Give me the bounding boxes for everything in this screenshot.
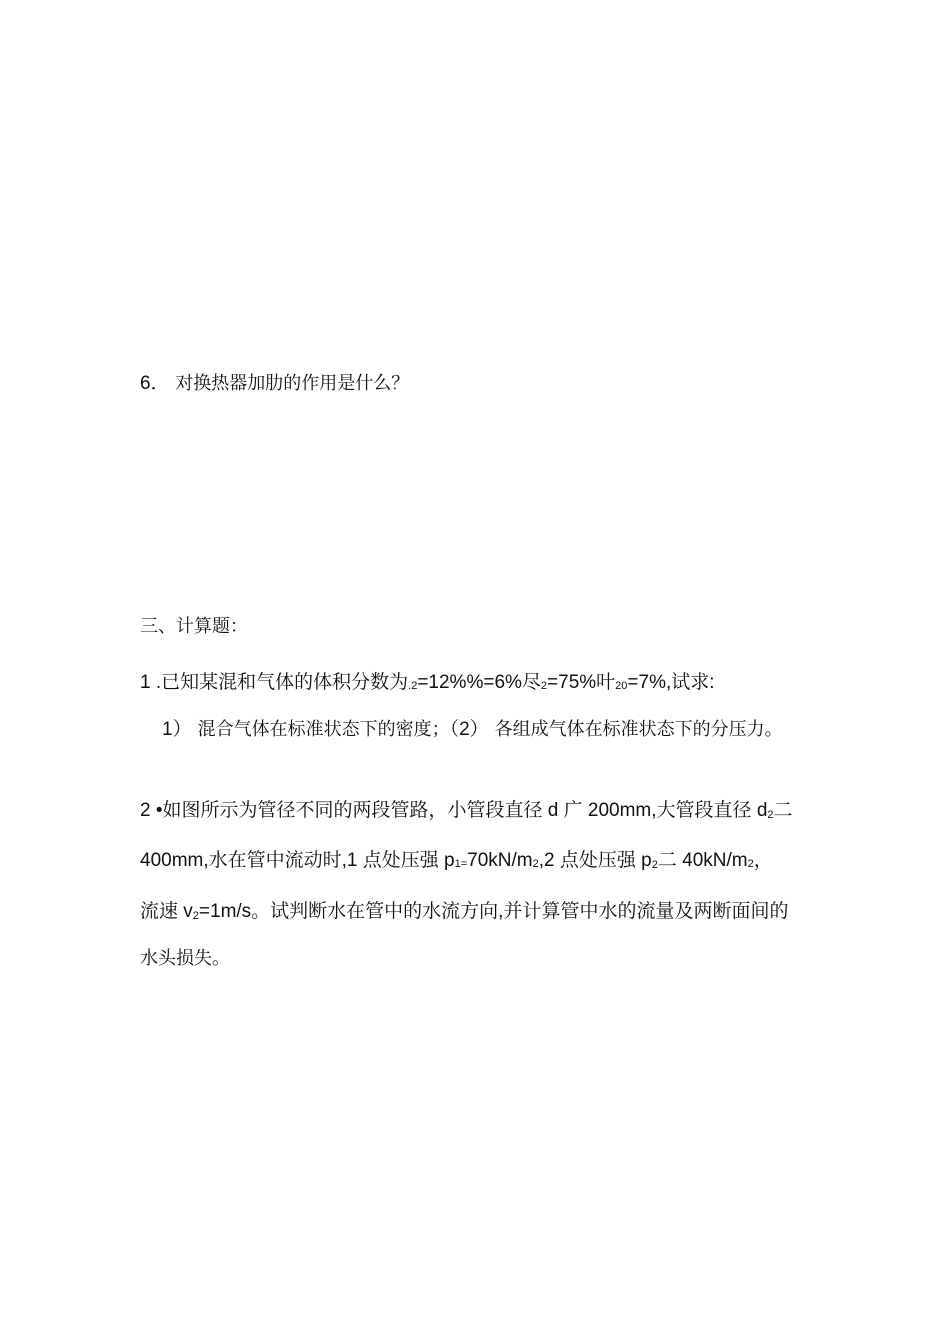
problem-2-line-2-text-1: 70kN/m xyxy=(467,850,533,871)
problem-2-line-2-lead: 400mm,水在管中流动时,1 点处压强 p xyxy=(140,850,455,871)
problem-2-line-2-sub-2: 2 xyxy=(532,858,539,870)
problem-1-part-b-text: 各组成气体在标准状态下的分压力。 xyxy=(494,719,783,740)
problem-2-line-2 xyxy=(140,848,773,878)
problem-1-sub-2: 2 xyxy=(540,680,548,692)
problem-1-text-3: =7%,试求: xyxy=(627,672,715,693)
problem-1-sub-1: .2 xyxy=(408,680,418,692)
problem-2-line-2-sub-3: 2 xyxy=(651,859,658,871)
problem-2-line-3-lead: 流速 v xyxy=(140,901,193,922)
section-heading-calculation: 三、计算题： xyxy=(140,616,248,637)
problem-2-line-2-text-2: ,2 点处压强 p xyxy=(538,850,652,871)
question-6-text: 对换热器加肋的作用是什么？ xyxy=(175,373,410,394)
problem-2-line-4: 水头损失。 xyxy=(140,948,230,969)
problem-1-line-1 xyxy=(140,670,715,699)
problem-1-part-a-text: 混合气体在标准状态下的密度； xyxy=(197,719,450,740)
problem-2-lead: 2 •如图所示为管径不同的两段管路，小管段直径 d 广 200mm,大管段直径 d xyxy=(140,800,768,821)
problem-1-text-2: =75%叶 xyxy=(547,672,616,693)
problem-1-sub-3: 20 xyxy=(615,680,628,692)
problem-1-text-1: =12%%=6%尽 xyxy=(417,672,541,693)
problem-2-tail: 二 xyxy=(773,800,793,821)
problem-1-line-2 xyxy=(162,717,783,743)
problem-2-line-3 xyxy=(140,899,788,929)
problem-2-sub-1: 2 xyxy=(767,809,774,821)
question-6-number: 6． xyxy=(140,373,170,394)
problem-2-line-1 xyxy=(140,798,793,828)
problem-2-line-3-sub-1: 2 xyxy=(192,910,199,922)
problem-2-line-3-text-1: =1m/s。试判断水在管中的水流方向,并计算管中水的流量及两断面间的 xyxy=(198,901,789,922)
problem-2-line-2-sub-1: 1= xyxy=(454,858,468,870)
problem-1-lead: 1 .已知某混和气体的体积分数为 xyxy=(140,672,409,693)
question-6 xyxy=(140,371,409,397)
problem-1-part-a-number: 1） xyxy=(162,719,192,740)
problem-1-part-b-number: （2） xyxy=(449,719,489,740)
problem-2-line-2-text-3: 二 40kN/m xyxy=(657,850,748,871)
problem-2-line-2-text-4: ， xyxy=(753,850,773,871)
problem-2-line-2-sub-4: 2 xyxy=(747,858,754,870)
